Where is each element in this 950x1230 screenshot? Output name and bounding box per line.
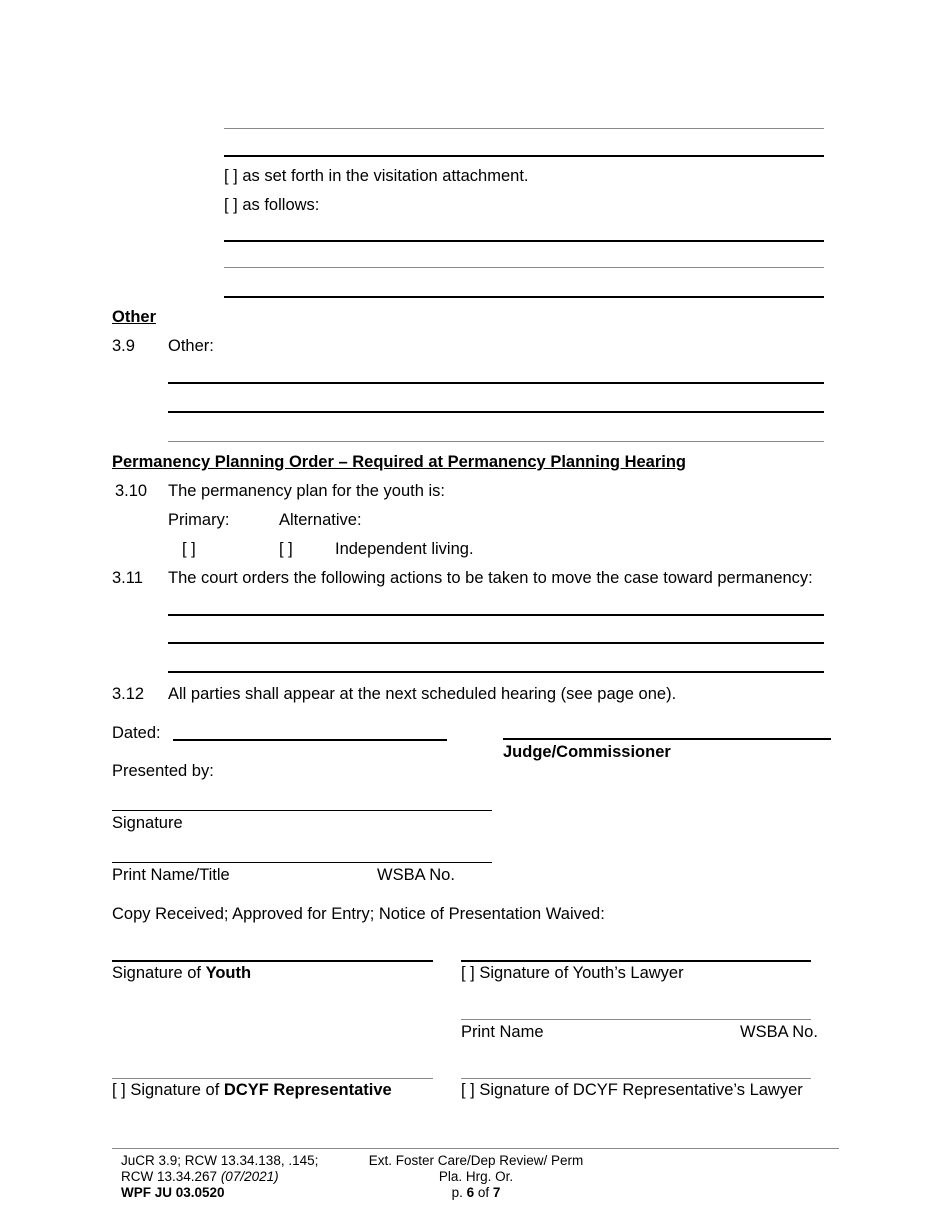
label-prefix: [ ] Signature of bbox=[112, 1081, 224, 1099]
label-bold: Youth bbox=[205, 964, 252, 982]
blank-line bbox=[168, 642, 824, 644]
blank-line bbox=[168, 411, 824, 413]
next-hearing-text: All parties shall appear at the next scheduled hearing (see page one). bbox=[168, 685, 677, 703]
blank-line bbox=[168, 671, 824, 673]
label-prefix: Signature of bbox=[112, 964, 206, 982]
page-prefix: p. bbox=[451, 1185, 467, 1200]
visitation-option-attachment: [ ] as set forth in the visitation attachment. bbox=[224, 167, 529, 185]
footer-form-title: Ext. Foster Care/Dep Review/ Perm bbox=[368, 1153, 584, 1168]
youth-lawyer-signature-label: [ ] Signature of Youth’s Lawyer bbox=[461, 964, 684, 982]
wsba-label: WSBA No. bbox=[740, 1023, 818, 1041]
blank-line bbox=[168, 382, 824, 384]
footer-date: (07/2021) bbox=[220, 1169, 279, 1184]
dated-line[interactable] bbox=[173, 739, 447, 741]
print-name-title-label: Print Name/Title bbox=[112, 866, 230, 884]
item-number: 3.10 bbox=[115, 482, 148, 500]
print-name-line[interactable] bbox=[112, 862, 492, 863]
page-number bbox=[365, 1185, 587, 1201]
blank-line bbox=[224, 240, 824, 242]
footer-form-number: WPF JU 03.0520 bbox=[121, 1185, 225, 1200]
item-number: 3.11 bbox=[112, 569, 143, 587]
blank-line bbox=[168, 614, 824, 616]
youth-signature-line[interactable] bbox=[112, 960, 433, 962]
dcyf-signature-label bbox=[112, 1081, 392, 1100]
blank-line bbox=[224, 267, 824, 268]
primary-label: Primary: bbox=[168, 511, 230, 529]
judge-label: Judge/Commissioner bbox=[503, 743, 671, 761]
page-of: of bbox=[474, 1185, 493, 1200]
print-name-label: Print Name bbox=[461, 1023, 544, 1041]
permanency-heading: Permanency Planning Order – Required at Permanency Planning Hearing bbox=[112, 453, 687, 471]
alternative-checkbox[interactable]: [ ] bbox=[279, 540, 293, 558]
visitation-option-follows: [ ] as follows: bbox=[224, 196, 320, 214]
blank-line bbox=[168, 441, 824, 442]
presented-by-label: Presented by: bbox=[112, 762, 214, 780]
item-number: 3.12 bbox=[112, 685, 145, 703]
permanency-plan-text: The permanency plan for the youth is: bbox=[168, 482, 445, 500]
dated-label: Dated: bbox=[112, 724, 161, 742]
youth-lawyer-signature-line[interactable] bbox=[461, 960, 811, 962]
alternative-label: Alternative: bbox=[279, 511, 362, 529]
footer-rcw-line bbox=[121, 1169, 318, 1185]
youth-signature-label bbox=[112, 964, 251, 983]
dcyf-lawyer-signature-label: [ ] Signature of DCYF Representative’s Lawyer bbox=[461, 1081, 803, 1099]
footer-rcw: RCW 13.34.267 bbox=[121, 1169, 221, 1184]
judge-signature-line[interactable] bbox=[503, 738, 831, 740]
page-total: 7 bbox=[492, 1185, 501, 1200]
primary-checkbox[interactable]: [ ] bbox=[182, 540, 196, 558]
footer-form-subtitle: Pla. Hrg. Or. bbox=[438, 1169, 514, 1184]
footer-rule-citation: JuCR 3.9; RCW 13.34.138, .145; bbox=[121, 1153, 319, 1168]
blank-line bbox=[224, 128, 824, 129]
label-bold: DCYF Representative bbox=[223, 1081, 392, 1099]
dcyf-signature-line[interactable] bbox=[112, 1078, 433, 1079]
independent-living-option: Independent living. bbox=[335, 540, 474, 558]
presenter-signature-line[interactable] bbox=[112, 810, 492, 811]
footer-left bbox=[121, 1153, 318, 1201]
wsba-label: WSBA No. bbox=[377, 866, 455, 884]
other-heading: Other bbox=[112, 308, 157, 326]
page-current: 6 bbox=[466, 1185, 475, 1200]
dcyf-lawyer-signature-line[interactable] bbox=[461, 1078, 811, 1079]
footer-divider bbox=[112, 1148, 839, 1149]
other-label: Other: bbox=[168, 337, 214, 355]
court-actions-text: The court orders the following actions to be taken to move the case toward permanency: bbox=[168, 569, 813, 587]
youth-lawyer-print-line[interactable] bbox=[461, 1019, 811, 1020]
signature-label: Signature bbox=[112, 814, 183, 832]
copy-received-text: Copy Received; Approved for Entry; Notice of Presentation Waived: bbox=[112, 905, 605, 923]
footer-center bbox=[365, 1153, 587, 1201]
blank-line bbox=[224, 296, 824, 298]
blank-line bbox=[224, 155, 824, 157]
item-number: 3.9 bbox=[112, 337, 135, 355]
